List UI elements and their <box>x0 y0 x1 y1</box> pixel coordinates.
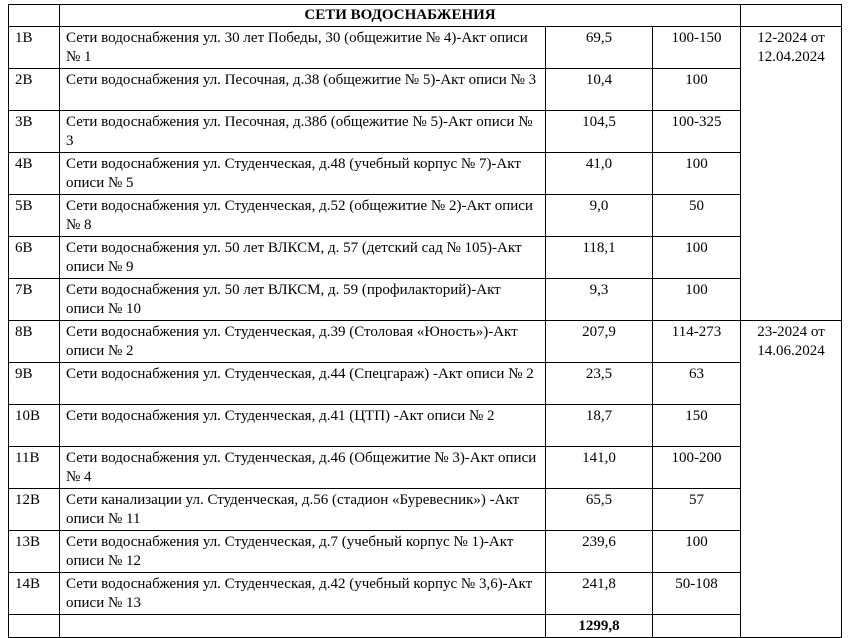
row-name: Сети водоснабжения ул. Песочная, д.38б (общежитие № 5)-Акт описи № 3 <box>60 111 546 153</box>
row-number: 7В <box>9 279 60 321</box>
row-diameter: 100 <box>653 531 741 573</box>
table-header-row <box>9 5 842 27</box>
row-number: 12В <box>9 489 60 531</box>
row-diameter: 57 <box>653 489 741 531</box>
total-empty-1 <box>9 615 60 638</box>
row-name: Сети водоснабжения ул. Студенческая, д.48 (учебный корпус № 7)-Акт описи № 5 <box>60 153 546 195</box>
table-row <box>9 153 842 195</box>
row-number: 4В <box>9 153 60 195</box>
row-number: 6В <box>9 237 60 279</box>
row-number: 3В <box>9 111 60 153</box>
total-row <box>9 615 842 638</box>
row-number: 5В <box>9 195 60 237</box>
total-empty-3 <box>653 615 741 638</box>
row-diameter: 100-150 <box>653 27 741 69</box>
total-value: 1299,8 <box>546 615 653 638</box>
table-row <box>9 531 842 573</box>
table-title: СЕТИ ВОДОСНАБЖЕНИЯ <box>60 5 741 27</box>
row-length: 241,8 <box>546 573 653 615</box>
row-length: 239,6 <box>546 531 653 573</box>
row-name: Сети водоснабжения ул. 50 лет ВЛКСМ, д. 57 (детский сад № 105)-Акт описи № 9 <box>60 237 546 279</box>
table-row <box>9 363 842 405</box>
row-length: 65,5 <box>546 489 653 531</box>
row-number: 13В <box>9 531 60 573</box>
row-name: Сети водоснабжения ул. Студенческая, д.42 (учебный корпус № 3,6)-Акт описи № 13 <box>60 573 546 615</box>
row-name: Сети водоснабжения ул. Студенческая, д.46 (Общежитие № 3)-Акт описи № 4 <box>60 447 546 489</box>
row-diameter: 100-325 <box>653 111 741 153</box>
row-name: Сети водоснабжения ул. 50 лет ВЛКСМ, д. 59 (профилакторий)-Акт описи № 10 <box>60 279 546 321</box>
act-cell: 23-2024 от 14.06.2024 <box>741 321 842 638</box>
table-row <box>9 27 842 69</box>
row-number: 1В <box>9 27 60 69</box>
row-length: 23,5 <box>546 363 653 405</box>
row-name: Сети водоснабжения ул. Студенческая, д.44 (Спецгараж) -Акт описи № 2 <box>60 363 546 405</box>
water-supply-table <box>8 4 842 638</box>
table-row <box>9 279 842 321</box>
row-length: 207,9 <box>546 321 653 363</box>
row-number: 11В <box>9 447 60 489</box>
row-length: 141,0 <box>546 447 653 489</box>
row-length: 9,3 <box>546 279 653 321</box>
row-name: Сети водоснабжения ул. Песочная, д.38 (общежитие № 5)-Акт описи № 3 <box>60 69 546 111</box>
table-row <box>9 489 842 531</box>
row-number: 10В <box>9 405 60 447</box>
table-row <box>9 405 842 447</box>
row-name: Сети водоснабжения ул. Студенческая, д.39 (Столовая «Юность»)-Акт описи № 2 <box>60 321 546 363</box>
row-length: 18,7 <box>546 405 653 447</box>
row-number: 8В <box>9 321 60 363</box>
row-diameter: 63 <box>653 363 741 405</box>
row-diameter: 100 <box>653 153 741 195</box>
row-diameter: 50-108 <box>653 573 741 615</box>
table-row <box>9 237 842 279</box>
row-length: 118,1 <box>546 237 653 279</box>
total-empty-2 <box>60 615 546 638</box>
row-name: Сети водоснабжения ул. Студенческая, д.52 (общежитие № 2)-Акт описи № 8 <box>60 195 546 237</box>
row-length: 69,5 <box>546 27 653 69</box>
row-diameter: 100 <box>653 69 741 111</box>
table-row <box>9 69 842 111</box>
row-length: 41,0 <box>546 153 653 195</box>
row-name: Сети водоснабжения ул. 30 лет Победы, 30 (общежитие № 4)-Акт описи № 1 <box>60 27 546 69</box>
row-name: Сети канализации ул. Студенческая, д.56 (стадион «Буревесник») -Акт описи № 11 <box>60 489 546 531</box>
row-diameter: 100-200 <box>653 447 741 489</box>
row-diameter: 114-273 <box>653 321 741 363</box>
row-length: 10,4 <box>546 69 653 111</box>
row-number: 9В <box>9 363 60 405</box>
table-row <box>9 573 842 615</box>
row-diameter: 150 <box>653 405 741 447</box>
table-row <box>9 321 842 363</box>
row-diameter: 100 <box>653 237 741 279</box>
table-row <box>9 195 842 237</box>
row-name: Сети водоснабжения ул. Студенческая, д.41 (ЦТП) -Акт описи № 2 <box>60 405 546 447</box>
act-cell: 12-2024 от 12.04.2024 <box>741 27 842 321</box>
row-length: 104,5 <box>546 111 653 153</box>
row-diameter: 100 <box>653 279 741 321</box>
table-row <box>9 447 842 489</box>
row-length: 9,0 <box>546 195 653 237</box>
row-diameter: 50 <box>653 195 741 237</box>
row-number: 2В <box>9 69 60 111</box>
row-number: 14В <box>9 573 60 615</box>
row-name: Сети водоснабжения ул. Студенческая, д.7 (учебный корпус № 1)-Акт описи № 12 <box>60 531 546 573</box>
table-row <box>9 111 842 153</box>
